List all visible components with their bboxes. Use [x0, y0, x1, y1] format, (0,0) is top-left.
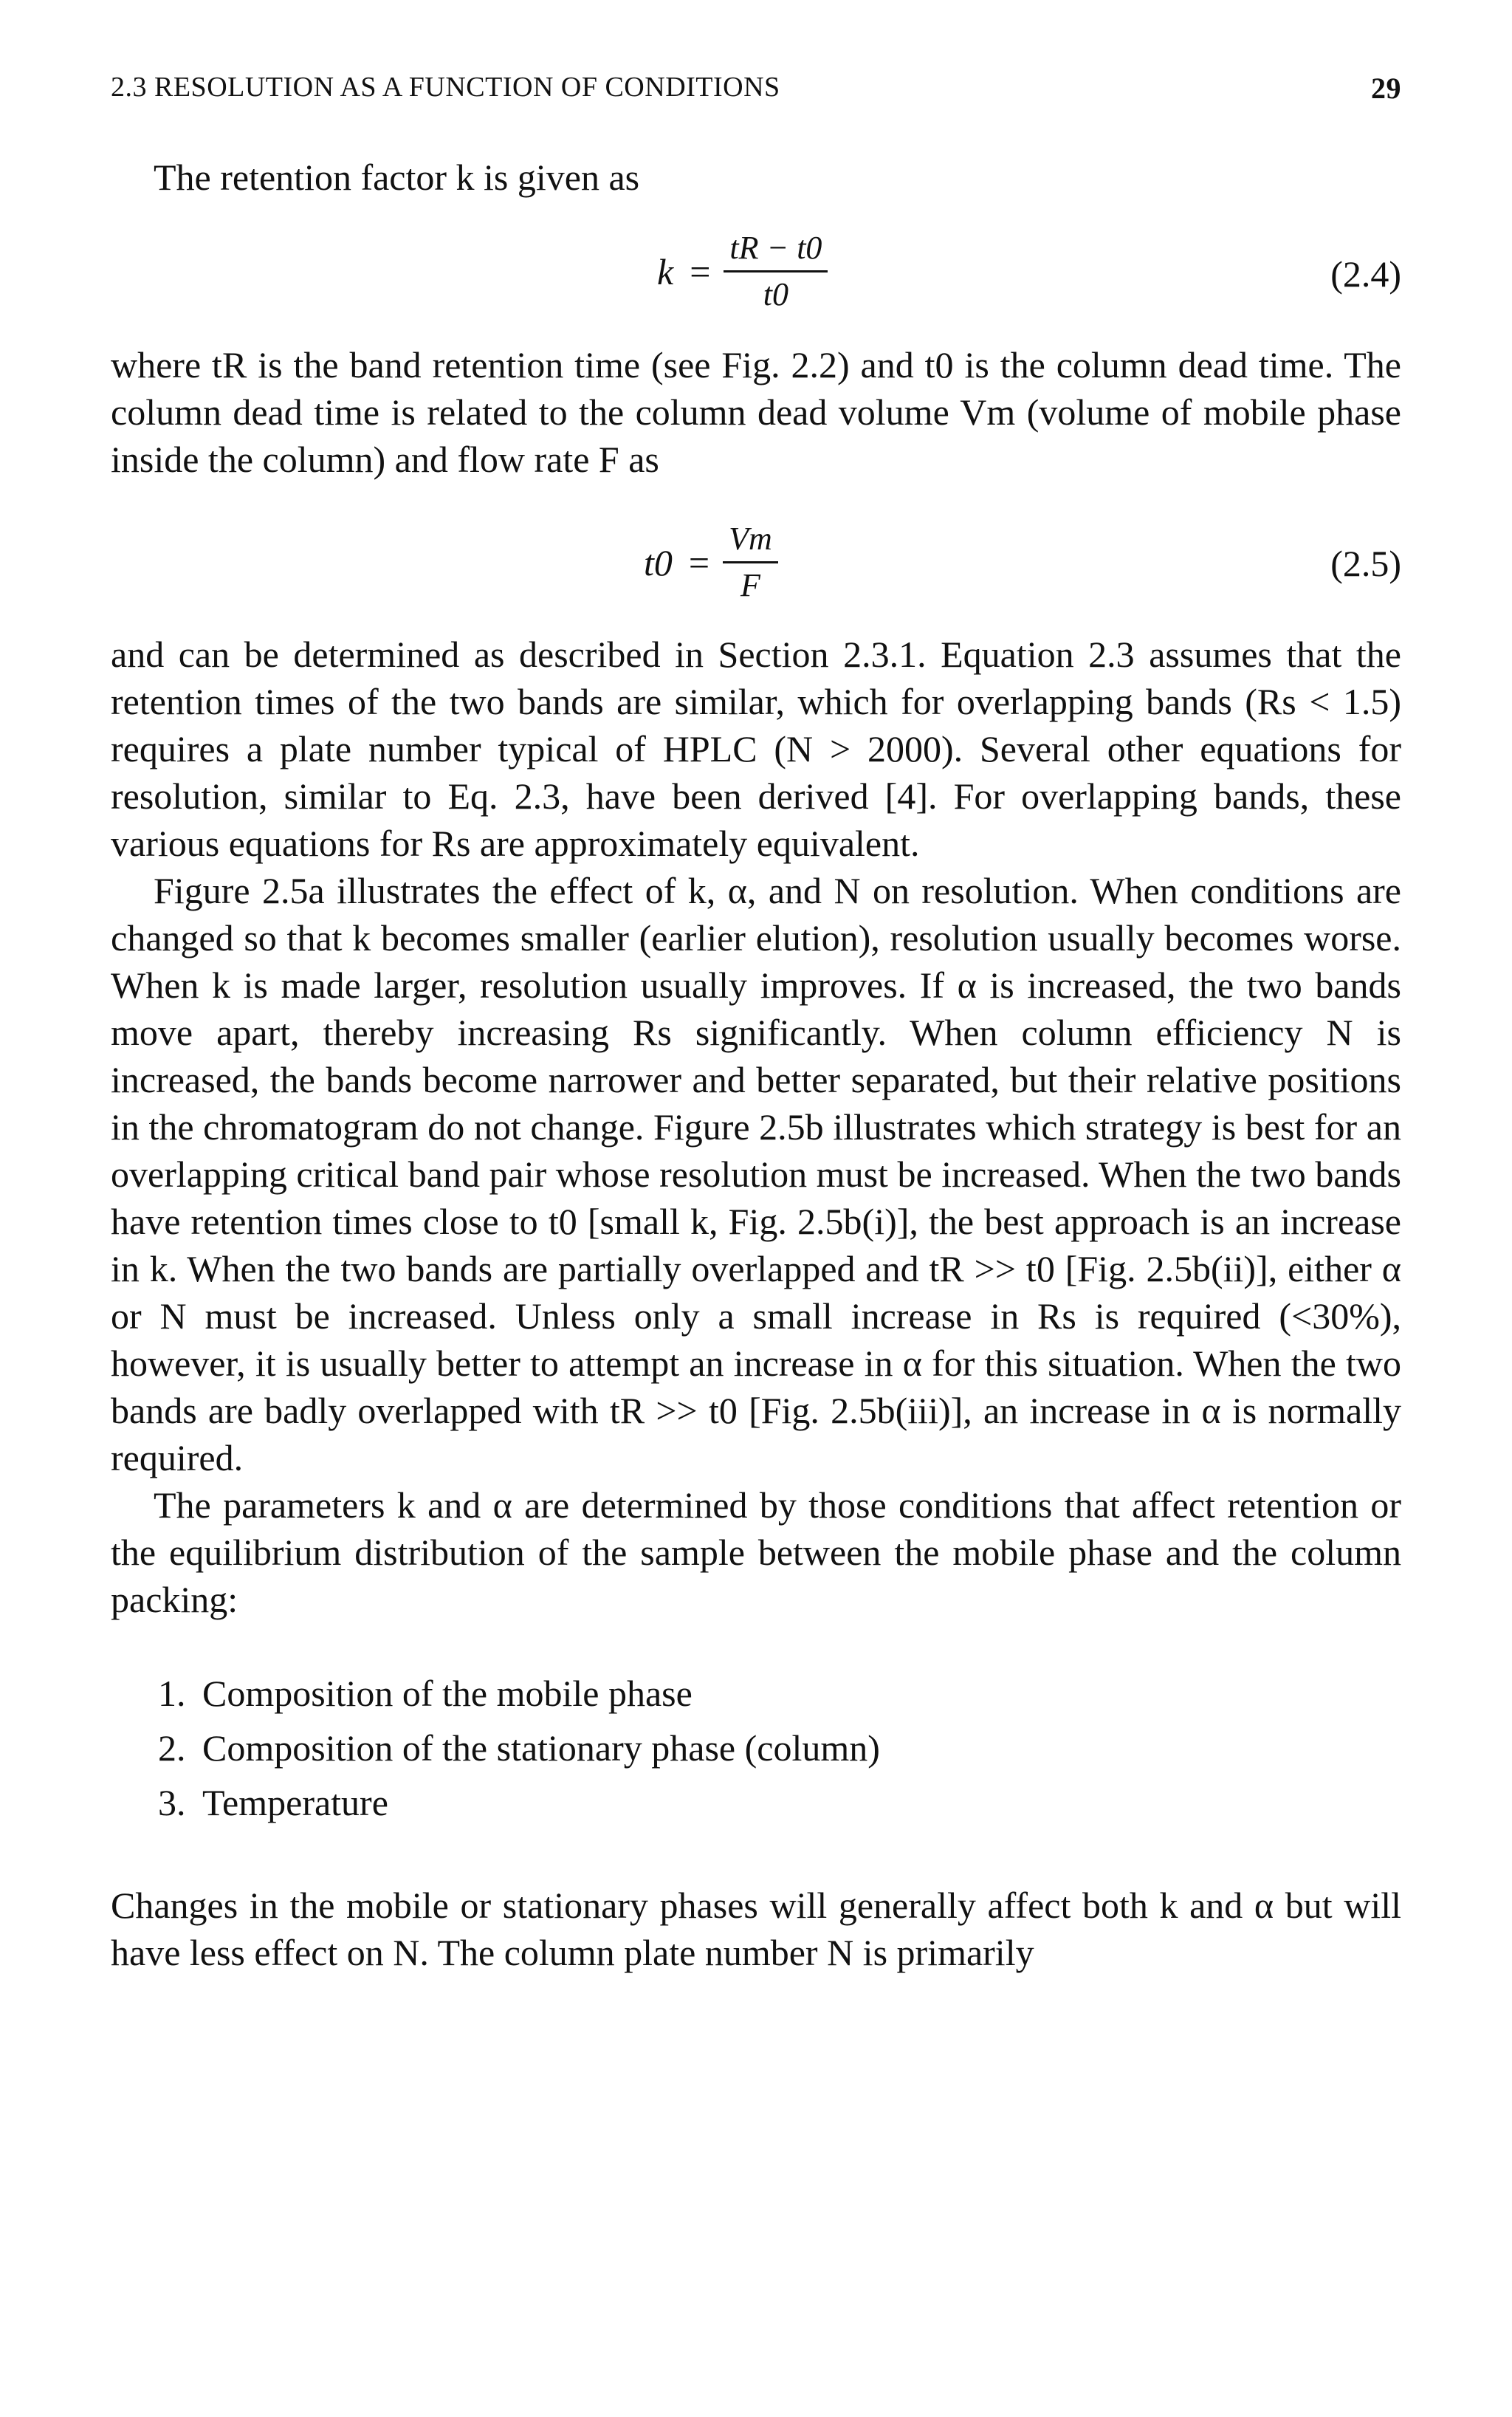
paragraph-figure-2-5: Figure 2.5a illustrates the effect of k, α, and N on resolution. When conditions are changed so that k becomes smaller (earlier elution), resolution usually becomes worse. When k is made larger, resolution usually improves. If α is increased, the two bands move apart, thereby increasing Rs significantly. When column efficiency N is increased, the bands become narrower and better separated, but their relative positions in the chromatogram do not change. Figure 2.5b illustrates which strategy is best for an overlapping critical band pair whose resolution must be increased. When the two bands have retention times close to t0 [small k, Fig. 2.5b(i)], the best approach is an increase in k. When the two bands are partially overlapped and tR >> t0 [Fig. 2.5b(ii)], either α or N must be increased. Unless only a small increase in Rs is required (<30%), however, it is usually better to attempt an increase in α for this situation. When the two bands are badly overlapped with tR >> t0 [Fig. 2.5b(iii)], an increase in α is normally required.	[111, 870, 1401, 1478]
equals-sign: =	[688, 541, 710, 583]
equals-sign: =	[690, 250, 711, 292]
paragraph-dead-time: where tR is the band retention time (see Fig. 2.2) and t0 is the column dead time. The column dead time is related to the column dead volume Vm (volume of mobile phase inside the column) and flow rate F as	[111, 344, 1401, 480]
paragraph-equation-assumptions: and can be determined as described in Section 2.3.1. Equation 2.3 assumes that the retention times of the two bands are similar, which for overlapping bands (Rs < 1.5) requires a plate number typical of HPLC (N > 2000). Several other equations for resolution, similar to Eq. 2.3, have been derived [4]. For overlapping bands, these various equations for Rs are approximately equivalent.	[111, 634, 1401, 864]
equation-2-5-fraction	[723, 520, 778, 605]
equation-2-4-formula	[657, 229, 828, 314]
list-item-text: Composition of the mobile phase	[202, 1673, 693, 1714]
list-item	[158, 1666, 1401, 1721]
equation-2-5-formula	[644, 520, 778, 605]
paragraph-phase-changes: Changes in the mobile or stationary phases will generally affect both k and α but will have less effect on N. The column plate number N is primarily	[111, 1885, 1401, 1973]
equation-2-4-number: (2.4)	[1330, 253, 1401, 295]
equation-2-5-denominator: F	[740, 567, 760, 603]
equation-2-4-lhs: k	[657, 250, 674, 292]
page-number: 29	[1371, 72, 1401, 105]
equation-2-5-lhs: t0	[644, 541, 673, 583]
equation-2-4-numerator: tR − t0	[724, 229, 828, 272]
list-item	[158, 1775, 1401, 1830]
equation-2-4-fraction	[724, 229, 828, 314]
conditions-list	[111, 1666, 1401, 1830]
equation-2-5-numerator: Vm	[723, 520, 778, 563]
section-title: 2.3 RESOLUTION AS A FUNCTION OF CONDITIONS	[111, 72, 780, 103]
paragraph-retention-factor: The retention factor k is given as	[154, 157, 640, 198]
equation-2-4	[111, 201, 1401, 341]
equation-2-5	[111, 483, 1401, 631]
list-item	[158, 1721, 1401, 1775]
paragraph-parameters: The parameters k and α are determined by those conditions that affect retention or the equilibrium distribution of the sample between the mobile phase and the column packing:	[111, 1484, 1401, 1620]
list-item-number: 3.	[158, 1782, 186, 1823]
list-item-text: Composition of the stationary phase (column)	[202, 1727, 880, 1769]
equation-2-5-number: (2.5)	[1330, 543, 1401, 584]
equation-2-4-denominator: t0	[763, 276, 789, 312]
running-head	[111, 71, 1401, 109]
list-item-number: 2.	[158, 1727, 186, 1769]
book-page	[111, 71, 1401, 1976]
list-item-text: Temperature	[202, 1782, 388, 1823]
list-item-number: 1.	[158, 1673, 186, 1714]
